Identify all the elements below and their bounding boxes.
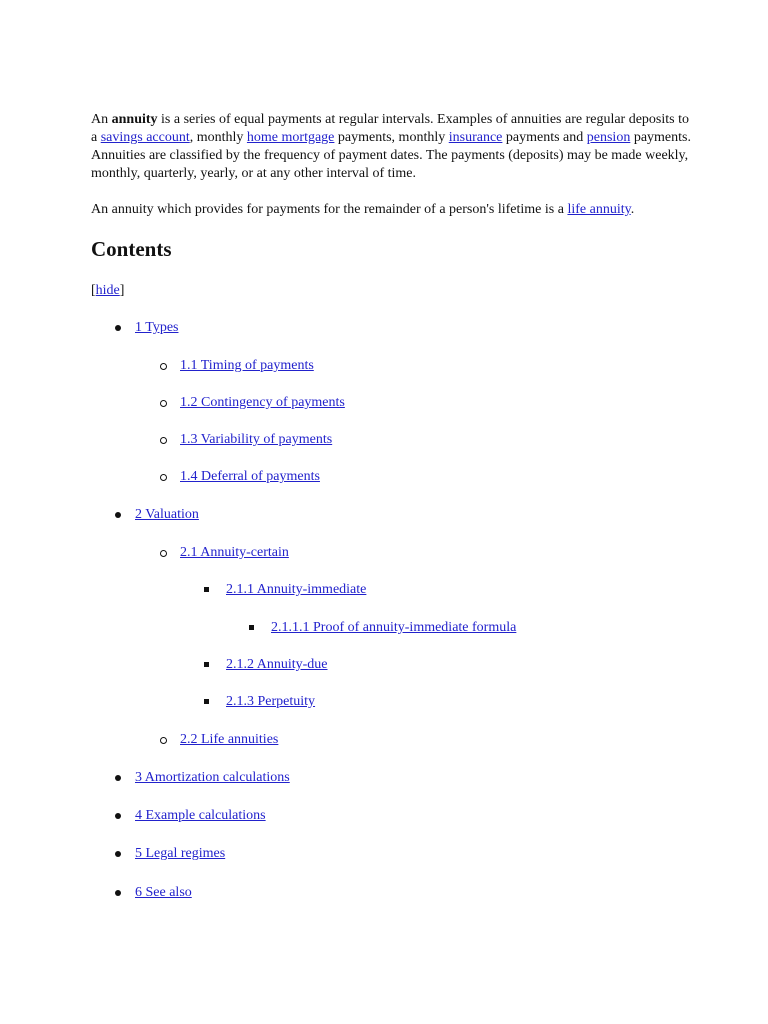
toc-item-proof-formula[interactable]: 2.1.1.1 Proof of annuity-immediate formula [271,620,517,635]
toc-item-see-also[interactable]: 6 See also [135,885,192,900]
intro-text: is a series of equal payments at regular intervals. Examples of annuities are regular deposits to a [91,112,689,145]
intro-text: payments and [502,130,587,145]
toc-item-amortization[interactable]: 3 Amortization calculations [135,770,290,785]
intro-paragraph [91,111,691,183]
toc-bullet [160,474,167,481]
toc-bullet [249,625,254,630]
toc-bullet [204,699,209,704]
toc-item-annuity-due[interactable]: 2.1.2 Annuity-due [226,657,328,672]
toc-item-example-calculations[interactable]: 4 Example calculations [135,808,266,823]
toc-item-annuity-certain[interactable]: 2.1 Annuity-certain [180,545,289,560]
intro-prefix: An [91,112,112,127]
contents-heading: Contents [91,237,172,261]
savings-account-link[interactable]: savings account [100,130,190,145]
toc-item-life-annuities[interactable]: 2.2 Life annuities [180,732,279,747]
intro-text: payments. Annuities are classified by the frequency of payment dates. The payments (deposits) may be made weekly, monthly, quarterly, yearly, or at any other interval of time. [91,130,691,181]
toc-item-timing[interactable]: 1.1 Timing of payments [180,358,314,373]
toc-bullet [204,587,209,592]
hide-toc-link[interactable]: hide [95,283,120,298]
toc-bullet [115,890,121,896]
pension-link[interactable]: pension [586,130,631,145]
toc-item-variability[interactable]: 1.3 Variability of payments [180,432,333,447]
toc-bullet [115,775,121,781]
intro-text: payments, monthly [334,130,449,145]
toc-bullet [160,550,167,557]
toc-item-valuation[interactable]: 2 Valuation [135,507,199,522]
toc-toggle [91,282,124,300]
toc-item-legal-regimes[interactable]: 5 Legal regimes [135,846,226,861]
life-annuity-link[interactable]: life annuity [567,202,631,217]
toc-item-annuity-immediate[interactable]: 2.1.1 Annuity-immediate [226,582,367,597]
toc-item-deferral[interactable]: 1.4 Deferral of payments [180,469,320,484]
life-annuity-paragraph [91,201,691,219]
toc-bullet [115,813,121,819]
toc-bullet [204,662,209,667]
toc-bullet [160,363,167,370]
annuity-term: annuity [111,112,158,127]
toc-bullet [115,325,121,331]
bracket-close: ] [119,283,125,298]
toc-bullet [115,512,121,518]
life-text: An annuity which provides for payments for the remainder of a person's lifetime is a [91,202,568,217]
toc-bullet [160,737,167,744]
bracket-open: [ [91,283,96,298]
toc-bullet [115,851,121,857]
article-body [91,111,691,900]
toc-bullet [160,437,167,444]
life-suffix: . [630,202,635,217]
toc-item-types[interactable]: 1 Types [135,320,179,335]
home-mortgage-link[interactable]: home mortgage [246,130,335,145]
insurance-link[interactable]: insurance [448,130,503,145]
toc-bullet [160,400,167,407]
toc-item-perpetuity[interactable]: 2.1.3 Perpetuity [226,694,316,709]
intro-text: , monthly [189,130,247,145]
toc-item-contingency[interactable]: 1.2 Contingency of payments [180,395,345,410]
